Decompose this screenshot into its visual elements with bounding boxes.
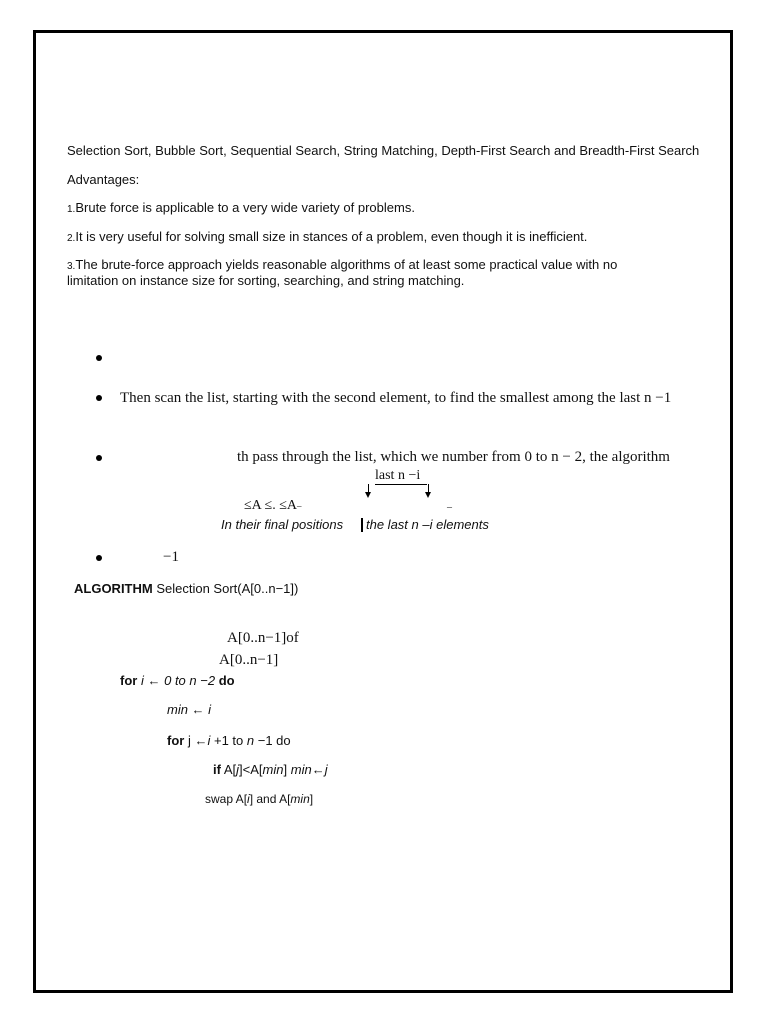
arrow-down-icon (425, 492, 431, 498)
bullet-dot (96, 355, 102, 361)
for-variable: i (140, 673, 144, 688)
inner-for-line (167, 733, 291, 749)
last-n-i-label: last n −i (375, 468, 421, 483)
bullet-dot (96, 555, 102, 561)
intro-text: Selection Sort, Bubble Sort, Sequential Search, String Matching, Depth-First Search and Breadth-First Search (67, 143, 700, 158)
if-part: ] (283, 762, 288, 777)
advantage-text: The brute-force approach yields reasonable algorithms of at least some practical value with no (75, 257, 618, 272)
bullet-dot (96, 455, 102, 461)
advantage-number: 2. (67, 233, 76, 244)
inner-for-part: −1 do (257, 733, 291, 748)
bullet-dot (96, 395, 102, 401)
inner-for-i: i (207, 733, 211, 748)
min-assignment-line: min ← i (167, 702, 212, 717)
if-assignment: min←j (290, 762, 328, 777)
swap-i: i (247, 792, 250, 806)
for-keyword: for (120, 673, 138, 688)
arrow-down-icon (365, 492, 371, 498)
algorithm-input-line: A[0..n−1]of (227, 630, 299, 646)
algorithm-header (74, 581, 298, 597)
inequality-dash: – (447, 502, 452, 513)
do-keyword: do (218, 673, 235, 688)
algorithm-title: Selection Sort(A[0..n−1]) (156, 581, 299, 596)
advantages-heading: Advantages: (67, 172, 140, 187)
inequality-subscript: – (297, 501, 302, 511)
swap-min: min (290, 792, 310, 806)
final-positions-label: In their final positions (221, 517, 344, 532)
inner-for-part: +1 to (213, 733, 244, 748)
algorithm-output-line: A[0..n−1] (219, 652, 279, 668)
advantage-text: Brute force is applicable to a very wide variety of problems. (75, 200, 415, 215)
inequality-text (244, 498, 302, 514)
last-n-i-underline (375, 484, 427, 485)
swap-part: ] and A[ (249, 792, 291, 806)
if-j: j (236, 762, 240, 777)
bullet-minus-one: −1 (163, 549, 179, 565)
advantage-item-1 (67, 200, 415, 218)
algorithm-keyword: ALGORITHM (74, 581, 153, 596)
if-part: ]<A[ (239, 762, 263, 777)
for-range: ← 0 to n −2 (147, 673, 216, 688)
if-keyword: if (213, 762, 221, 777)
if-min: min (262, 762, 284, 777)
if-part: A[ (223, 762, 237, 777)
for-keyword: for (167, 733, 185, 748)
partition-bar (361, 518, 363, 532)
swap-part: swap A[ (205, 792, 248, 806)
swap-part: ] (309, 792, 314, 806)
advantage-number: 3. (67, 261, 76, 272)
inequality-main: ≤A ≤. ≤A (244, 498, 297, 513)
last-elements-label: the last n –i elements (366, 517, 489, 532)
advantage-text: It is very useful for solving small size in stances of a problem, even though it is inefficient. (75, 229, 588, 244)
if-line (213, 762, 328, 778)
inner-for-n: n (246, 733, 255, 748)
inner-for-part: j ← (187, 733, 208, 748)
advantage-number: 1. (67, 204, 76, 215)
bullet-scan-text: Then scan the list, starting with the second element, to find the smallest among the last n −1 (120, 390, 672, 406)
outer-for-line (120, 673, 235, 689)
swap-line (205, 791, 313, 807)
advantage-item-2 (67, 229, 587, 247)
bullet-pass-text: th pass through the list, which we number from 0 to n − 2, the algorithm (237, 449, 670, 465)
advantage-item-3-line-2: limitation on instance size for sorting, searching, and string matching. (67, 273, 465, 288)
